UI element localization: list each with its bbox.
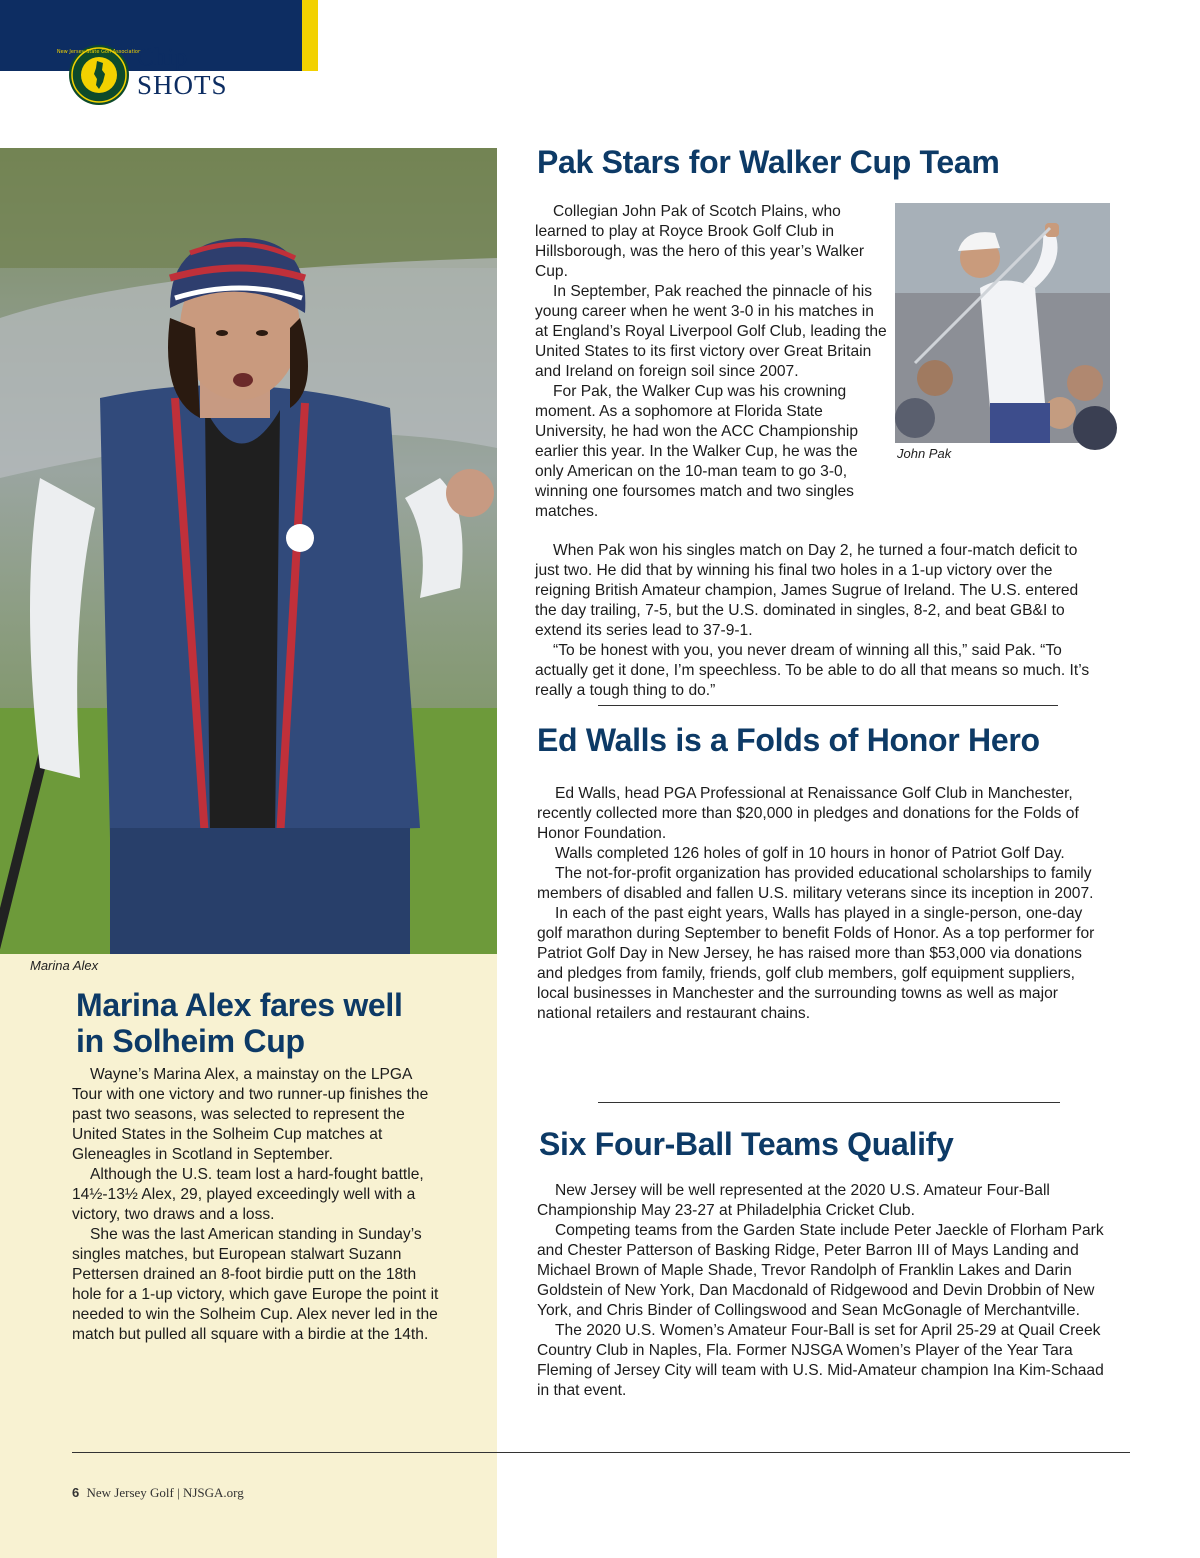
walls-title: Ed Walls is a Folds of Honor Hero — [537, 722, 1040, 758]
pak-title: Pak Stars for Walker Cup Team — [537, 144, 1000, 180]
pak-paragraph: “To be honest with you, you never dream of winning all this,” said Pak. “To actually get it done, I’m speechless. To be able to do all that means so much. It’s really a tough thing to do.” — [535, 642, 1090, 699]
marina-article — [72, 1065, 442, 1345]
divider-rule — [598, 705, 1058, 706]
marina-paragraph: Although the U.S. team lost a hard-fought battle, 14½-13½ Alex, 29, played exceedingly well with a victory, two draws and a loss. — [72, 1166, 424, 1223]
pak-article-narrow — [535, 202, 887, 522]
pak-article-wide — [535, 541, 1103, 701]
magazine-name: New Jersey Golf | NJSGA.org — [86, 1485, 244, 1500]
pak-paragraph: Collegian John Pak of Scotch Plains, who learned to play at Royce Brook Golf Club in Hillsborough, was the hero of this year’s Walker Cup. — [535, 203, 865, 280]
footer-rule — [72, 1452, 1130, 1453]
pak-photo-caption: John Pak — [897, 446, 952, 461]
marina-title — [76, 987, 403, 1059]
marina-paragraph: Wayne’s Marina Alex, a mainstay on the LPGA Tour with one victory and two runner-up finishes the past two seasons, was selected to represent the United States in the Solheim Cup matches at Gleneagles in Scotland in September. — [72, 1066, 429, 1163]
fourball-paragraph: New Jersey will be well represented at the 2020 U.S. Amateur Four-Ball Championship May 23-27 at Philadelphia Cricket Club. — [537, 1182, 1050, 1219]
section-shots: SHOTS — [137, 70, 228, 100]
marina-title-line: in Solheim Cup — [76, 1023, 305, 1059]
fourball-paragraph: The 2020 U.S. Women’s Amateur Four-Ball is set for April 25-29 at Quail Creek Country Club in Naples, Fla. Former NJSGA Women’s Player of the Year Tara Fleming of Jersey City will team with U.S. Mid-Amateur champion Ina Kim-Schaad in that event. — [537, 1322, 1104, 1399]
pak-paragraph: For Pak, the Walker Cup was his crowning moment. As a sophomore at Florida State University, he had won the ACC Championship earlier this year. In the Walker Cup, he was the only American on the 10-man team to go 3-0, winning one foursomes match and two singles matches. — [535, 383, 859, 520]
section-chip: Chip — [137, 44, 188, 71]
pak-paragraph: In September, Pak reached the pinnacle of his young career when he went 3-0 in his matches in at England’s Royal Liverpool Golf Club, leading the United States to its first victory over Great Britain and Ireland on foreign soil since 2007. — [535, 283, 887, 380]
fourball-paragraph: Competing teams from the Garden State include Peter Jaeckle of Florham Park and Chester Patterson of Basking Ridge, Peter Barron III of Mays Landing and Michael Brown of Maple Shade, Trevor Randolph of Franklin Lakes and Darin Goldstein of New York, Dan Macdonald of Ridgewood and Devin Drobbin of New York, and Chris Binder of Collingswood and Sean McGonagle of Merchantville. — [537, 1222, 1104, 1319]
page-number: 6 — [72, 1485, 80, 1500]
fourball-article — [537, 1181, 1105, 1401]
page-footer — [72, 1485, 244, 1501]
logo-text: New Jersey State Golf Association — [56, 49, 142, 55]
walls-paragraph: In each of the past eight years, Walls has played in a single-person, one-day golf marathon during September to benefit Folds of Honor. As a top performer for Patriot Golf Day in New Jersey, he has raised more than $53,000 via donations and pledges from family, friends, golf club members, golf equipment suppliers, local businesses in Manchester and the surrounding towns as well as major national retailers and restaurant chains. — [537, 905, 1095, 1022]
fourball-title: Six Four-Ball Teams Qualify — [539, 1126, 954, 1162]
walls-paragraph: Ed Walls, head PGA Professional at Renaissance Golf Club in Manchester, recently collected more than $20,000 in pledges and donations for the Folds of Honor Foundation. — [537, 785, 1079, 842]
john-pak-photo — [895, 203, 1110, 443]
walls-paragraph: Walls completed 126 holes of golf in 10 hours in honor of Patriot Golf Day. — [555, 845, 1065, 862]
walls-article — [537, 784, 1109, 1024]
divider-rule — [598, 1102, 1060, 1103]
header-accent — [302, 0, 318, 71]
walls-paragraph: The not-for-profit organization has provided educational scholarships to family members of disabled and fallen U.S. military veterans since its inception in 2007. — [537, 865, 1094, 902]
marina-title-line: Marina Alex fares well — [76, 987, 403, 1023]
marina-photo-caption: Marina Alex — [30, 958, 99, 973]
marina-paragraph: She was the last American standing in Sunday’s singles matches, but European stalwart Suzann Pettersen drained an 8-foot birdie putt on the 18th hole for a 1-up victory, which gave Europe the point it needed to win the Solheim Cup. Alex never led in the match but pulled all square with a birdie at the 14th. — [72, 1226, 439, 1343]
marina-alex-photo — [0, 148, 497, 954]
njsga-logo — [56, 44, 142, 106]
pak-paragraph: When Pak won his singles match on Day 2, he turned a four-match deficit to just two. He did that by winning his final two holes in a 1-up victory over the reigning British Amateur champion, James Sugrue of Ireland. The U.S. entered the day trailing, 7-5, but the U.S. dominated in singles, 8-2, and beat GB&I to extend its series lead to 37-9-1. — [535, 542, 1079, 639]
